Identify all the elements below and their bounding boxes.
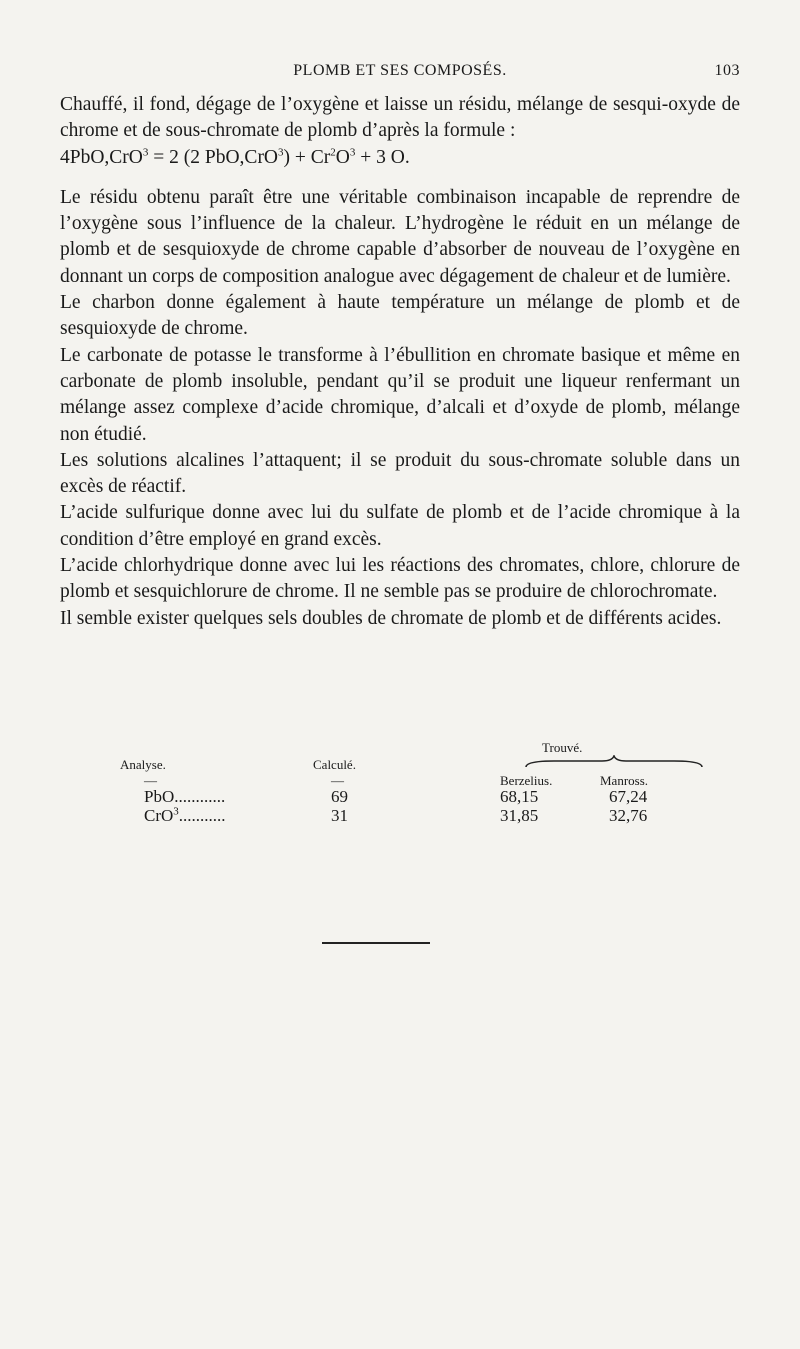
dash-analyse: — (144, 773, 157, 788)
page-header (60, 62, 740, 86)
paragraph-8: Il semble exister quelques sels doubles de chromate de plomb et de différents acides. (60, 607, 722, 629)
paragraph-7: L’acide chlorhydrique donne avec lui les réactions des chromates, chlore, chlorure de plomb et sesquichlorure de chrome. Il ne semble pas se produire de chlorochromate. (60, 555, 740, 603)
paragraph-1: Chauffé, il fond, dégage de l’oxygène et laisse un résidu, mélange de sesqui-oxyde de chrome et de sous-chromate de plomb d’après la formule : 4PbO,CrO$^3$ = 2 (2 $PbO,CrO^3) + Cr^2O^3 + 3$ O. (60, 92, 740, 171)
page-number: 103 (714, 62, 740, 79)
paragraph-2: Le résidu obtenu paraît être une véritable combinaison incapable de reprendre de l’oxygène sous l’influence de la chaleur. L’hydrogène le réduit en un mélange de plomb et de sesquioxyde de chrome capable d’absorber de nouveau de l’oxygène en donnant un corps de composition analogue avec dégagement de chaleur et de lumière. (60, 186, 740, 287)
dash-calcule: — (331, 773, 344, 788)
header-calcule: Calculé. (313, 757, 356, 772)
chemical-formula: 4PbO,CrO$^3$ = 2 (2 $PbO,CrO^3) + Cr^2O^3 + 3$ O. (60, 146, 410, 168)
paragraph-3: Le charbon donne également à haute température un mélange de plomb et de sesquioxyde de chrome. (60, 292, 740, 340)
paragraph-4: Le carbonate de potasse le transforme à l’ébullition en chromate basique et même en carbonate de plomb insoluble, pendant qu’il se produit une liqueur renfermant un mélange assez complexe d’acide chromique, d’alcali et d’oxyde de plomb, mélange non étudié. (60, 344, 740, 445)
header-berzelius: Berzelius. (500, 773, 553, 788)
paragraph-6: L’acide sulfurique donne avec lui du sulfate de plomb et de l’acide chromique à la condition d’être employé en grand excès. (60, 502, 740, 550)
running-title: PLOMB ET SES COMPOSÉS. (293, 62, 507, 79)
header-trouve: Trouvé. (542, 740, 583, 755)
section-divider (322, 942, 430, 944)
paragraph-5: Les solutions alcalines l’attaquent; il se produit du sous-chromate soluble dans un excès de réactif. (60, 449, 740, 498)
body-text (60, 92, 740, 632)
analysis-table: Analyse. Calculé. Trouvé. — — Berzelius. Manross. PbO............ 69 68,15 67,24 CrO$^3$........... 31 31,85 32,76 (60, 735, 740, 835)
header-analyse: Analyse. (120, 757, 166, 772)
brace-icon (524, 755, 704, 769)
header-manross: Manross. (600, 773, 649, 788)
